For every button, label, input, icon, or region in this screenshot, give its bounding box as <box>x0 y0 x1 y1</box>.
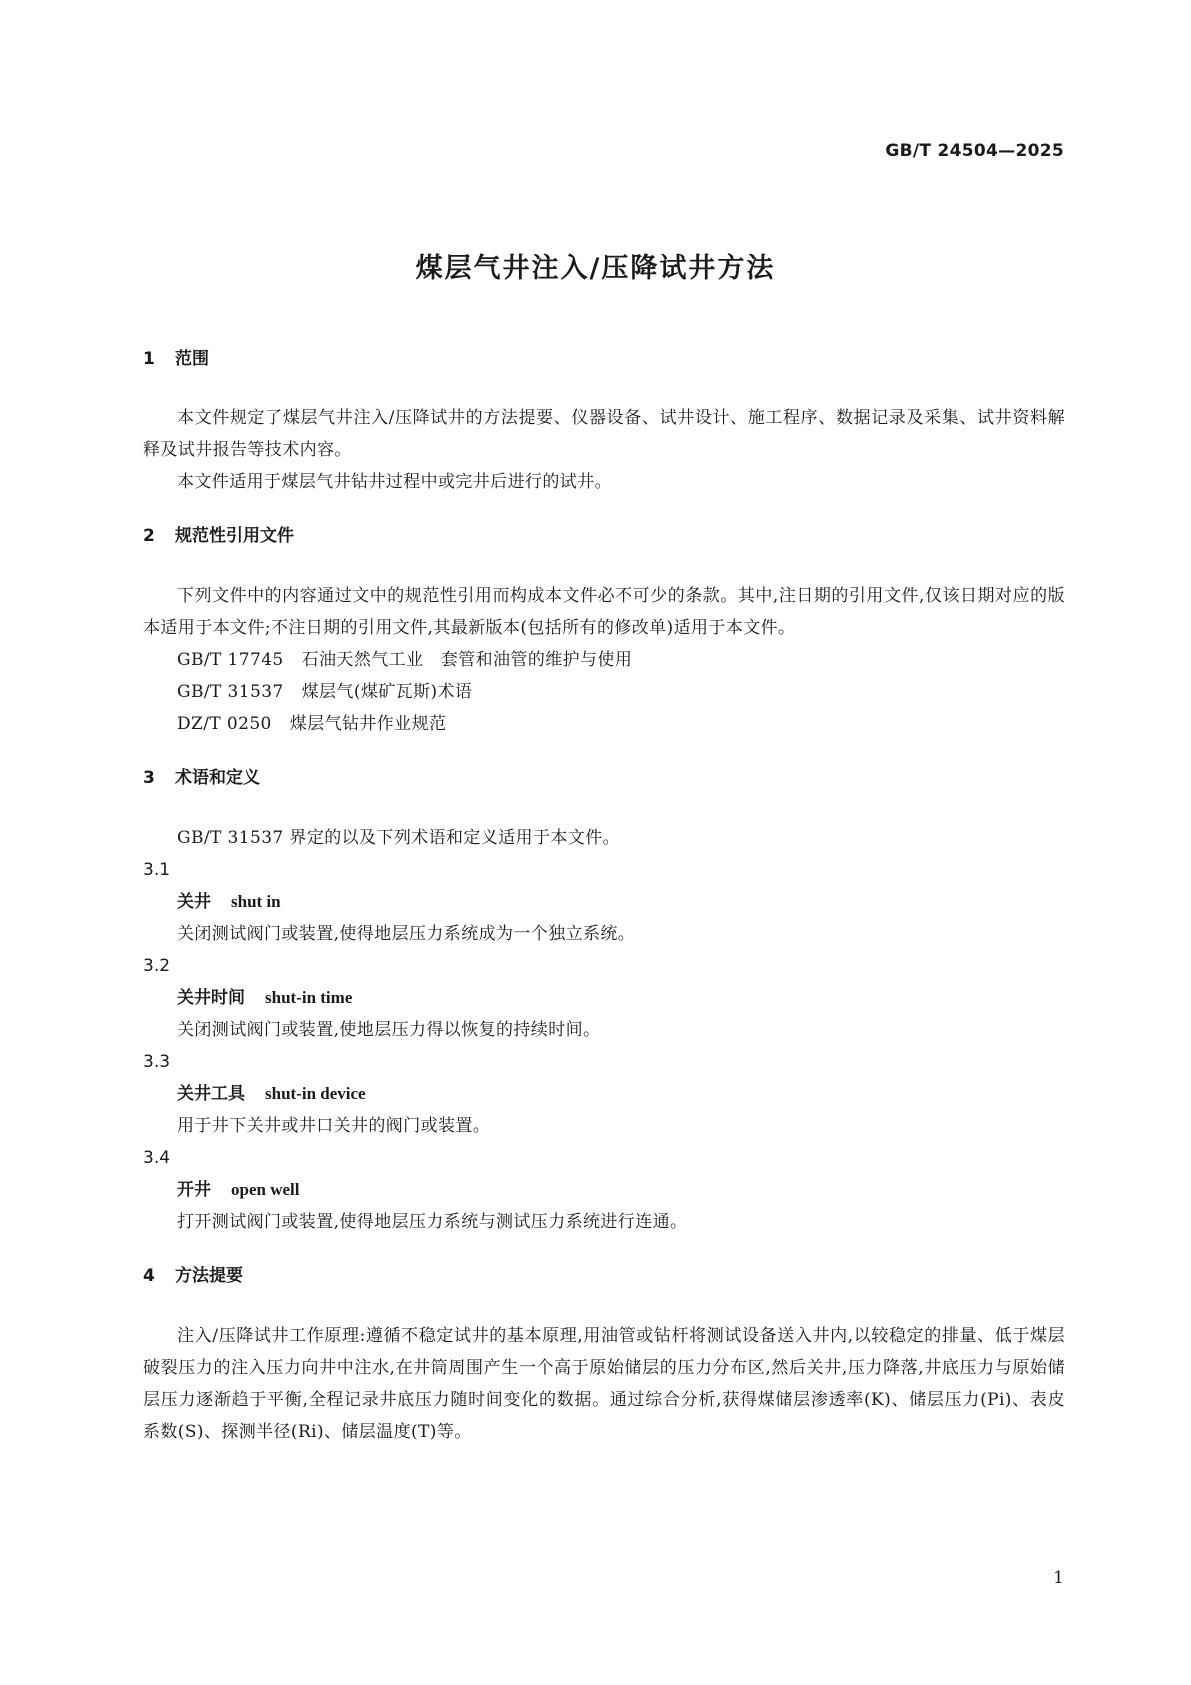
section-title: 方法提要 <box>175 1266 243 1286</box>
section-number: 1 <box>143 349 155 369</box>
section-3-intro: GB/T 31537 界定的以及下列术语和定义适用于本文件。 <box>177 828 621 848</box>
document-title: 煤层气井注入/压降试井方法 <box>415 253 776 284</box>
section-4-heading <box>143 1263 1065 1289</box>
section-title: 范围 <box>175 349 209 369</box>
section-number: 3 <box>143 768 155 788</box>
term-definition: 用于井下关井或井口关井的阀门或装置。 <box>177 1116 491 1136</box>
reference-code: GB/T 31537 <box>177 682 284 702</box>
section-4-paragraph: 注入/压降试井工作原理:遵循不稳定试井的基本原理,用油管或钻杆将测试设备送入井内,以较稳定的排量、低于煤层破裂压力的注入压力向井中注水,在井筒周围产生一个高于原始储层的压力分布区,然后关井,压力降落,井底压力与原始储层压力逐渐趋于平衡,全程记录井底压力随时间变化的数据。通过综合分析,获得煤储层渗透率(K)、储层压力(Pi)、表皮系数(S)、探测半径(Ri)、储层温度(T)等。 <box>143 1326 1065 1442</box>
reference-title: 煤层气钻井作业规范 <box>289 714 447 734</box>
reference-code: GB/T 17745 <box>177 650 284 670</box>
reference-item <box>143 644 1065 676</box>
term-name-zh: 开井 <box>177 1180 211 1200</box>
reference-title: 石油天然气工业 套管和油管的维护与使用 <box>301 650 633 670</box>
term-name <box>143 982 1065 1014</box>
term-name-en: shut-in time <box>265 988 353 1007</box>
section-2-paragraph: 下列文件中的内容通过文中的规范性引用而构成本文件必不可少的条款。其中,注日期的引用文件,仅该日期对应的版本适用于本文件;不注日期的引用文件,其最新版本(包括所有的修改单)适用于本文件。 <box>143 586 1065 638</box>
section-title: 术语和定义 <box>175 768 260 788</box>
term-number: 3.3 <box>143 1052 171 1072</box>
reference-title: 煤层气(煤矿瓦斯)术语 <box>301 682 473 702</box>
term-name-en: shut in <box>231 892 281 911</box>
reference-code: DZ/T 0250 <box>177 714 272 734</box>
page-number: 1 <box>1053 1568 1064 1588</box>
term-definition: 关闭测试阀门或装置,使得地层压力系统成为一个独立系统。 <box>177 924 636 944</box>
section-2-heading <box>143 523 1065 549</box>
term-name-en: open well <box>231 1180 300 1199</box>
term-name <box>143 886 1065 918</box>
term-name <box>143 1078 1065 1110</box>
standard-code: GB/T 24504—2025 <box>885 141 1064 161</box>
term-definition: 关闭测试阀门或装置,使地层压力得以恢复的持续时间。 <box>177 1020 601 1040</box>
term-number: 3.2 <box>143 956 171 976</box>
section-number: 4 <box>143 1266 155 1286</box>
term-number: 3.4 <box>143 1148 171 1168</box>
section-number: 2 <box>143 526 155 546</box>
term-number: 3.1 <box>143 860 171 880</box>
document-body <box>143 346 1065 1448</box>
term-name <box>143 1174 1065 1206</box>
section-1-heading <box>143 346 1065 372</box>
section-3-heading <box>143 765 1065 791</box>
term-name-zh: 关井 <box>177 892 211 912</box>
section-title: 规范性引用文件 <box>175 526 294 546</box>
reference-item <box>143 708 1065 740</box>
term-name-zh: 关井工具 <box>177 1084 245 1104</box>
reference-item <box>143 676 1065 708</box>
section-1-paragraph: 本文件适用于煤层气井钻井过程中或完井后进行的试井。 <box>177 472 612 492</box>
term-name-zh: 关井时间 <box>177 988 245 1008</box>
term-definition: 打开测试阀门或装置,使得地层压力系统与测试压力系统进行连通。 <box>177 1212 688 1232</box>
section-1-paragraph: 本文件规定了煤层气井注入/压降试井的方法提要、仪器设备、试井设计、施工程序、数据记录及采集、试井资料解释及试井报告等技术内容。 <box>143 408 1065 460</box>
term-name-en: shut-in device <box>265 1084 366 1103</box>
